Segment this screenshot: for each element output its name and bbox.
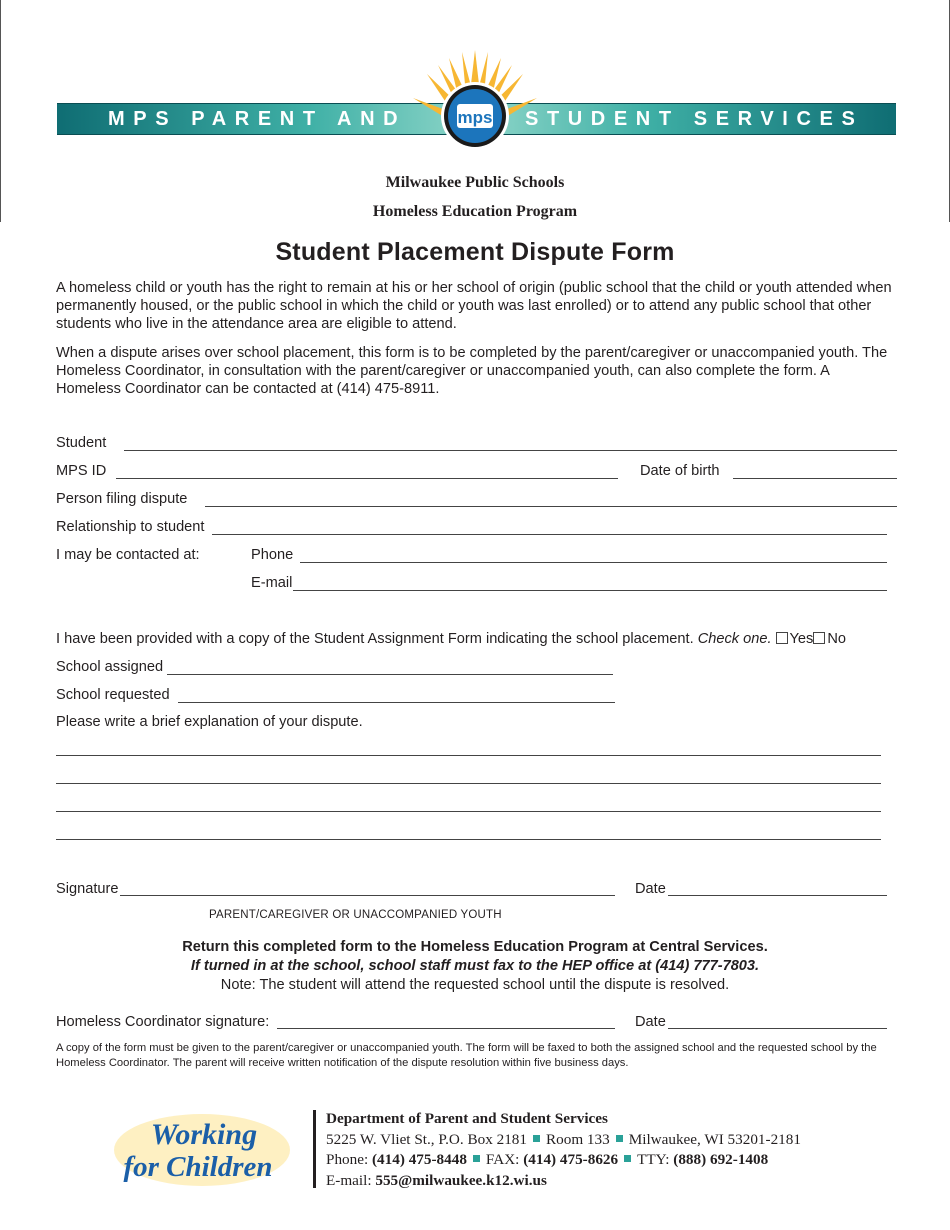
department-name: Department of Parent and Student Services xyxy=(326,1110,608,1127)
tty-caption: TTY: xyxy=(637,1151,670,1168)
dob-field[interactable] xyxy=(733,478,897,479)
student-label: Student xyxy=(56,435,107,451)
working-for-children-logo xyxy=(112,1110,292,1190)
tty-number: (888) 692-1408 xyxy=(673,1151,769,1168)
street-address: 5225 W. Vliet St., P.O. Box 2181 xyxy=(326,1130,527,1148)
signature-label: Signature xyxy=(56,881,119,897)
fax-caption: FAX: xyxy=(485,1151,520,1168)
footer-divider xyxy=(313,1110,316,1188)
school-requested-field[interactable] xyxy=(178,702,615,703)
school-requested-label: School requested xyxy=(56,687,170,703)
banner-right-text: STUDENT SERVICES xyxy=(525,108,864,130)
no-checkbox[interactable] xyxy=(813,632,825,644)
check-one-text: Check one. xyxy=(697,631,772,647)
distribution-note: A copy of the form must be given to the parent/caregiver or unaccompanied youth. The form will be faxed to both the assigned school and the requested school by the Homeless Coordinator. The parent will receive written notification of the dispute resolution within five business days. xyxy=(56,1042,877,1069)
svg-text:Working: Working xyxy=(150,1118,258,1151)
phone-field[interactable] xyxy=(300,562,887,563)
date-label: Date xyxy=(635,881,666,897)
phone-caption: Phone: xyxy=(326,1151,369,1168)
no-label: No xyxy=(827,631,846,647)
student-field[interactable] xyxy=(124,450,897,451)
separator-square-icon xyxy=(616,1135,623,1142)
coordinator-signature-label: Homeless Coordinator signature: xyxy=(56,1014,270,1030)
explanation-line[interactable] xyxy=(56,811,881,812)
separator-square-icon xyxy=(473,1155,480,1162)
yes-label: Yes xyxy=(789,631,814,647)
intro-paragraph-1: A homeless child or youth has the right to remain at his or her school of origin (public school that the child or youth attended when permanently housed, or the public school in which the child or youth was last enrolled) or to attend any public school that other students who live in the attendance area are eligible to attend. xyxy=(56,280,892,332)
instruction-line-3: Note: The student will attend the requested school until the dispute is resolved. xyxy=(220,977,730,993)
program-name: Homeless Education Program xyxy=(372,203,578,220)
phone-label: Phone xyxy=(251,547,294,563)
page-title: Student Placement Dispute Form xyxy=(275,238,675,266)
city-state-zip: Milwaukee, WI 53201-2181 xyxy=(628,1130,801,1148)
svg-text:mps: mps xyxy=(457,108,493,127)
signature-caption: PARENT/CAREGIVER OR UNACCOMPANIED YOUTH xyxy=(209,909,502,921)
svg-text:for Children: for Children xyxy=(123,1151,273,1183)
email-label: E-mail xyxy=(251,575,293,591)
sun-logo-icon xyxy=(405,48,545,158)
email-line xyxy=(326,1171,801,1192)
relationship-label: Relationship to student xyxy=(56,519,205,535)
copy-statement xyxy=(56,630,846,648)
fax-number: (414) 475-8626 xyxy=(523,1151,619,1168)
date2-label: Date xyxy=(635,1014,666,1030)
email-field[interactable] xyxy=(293,590,887,591)
school-assigned-field[interactable] xyxy=(167,674,613,675)
person-filing-label: Person filing dispute xyxy=(56,491,188,507)
org-name: Milwaukee Public Schools xyxy=(385,174,565,191)
date-field[interactable] xyxy=(668,895,887,896)
relationship-field[interactable] xyxy=(212,534,887,535)
banner-left-text: MPS PARENT AND xyxy=(108,108,407,130)
intro-paragraph-2: When a dispute arises over school placement, this form is to be completed by the parent/caregiver or unaccompanied youth. The Homeless Coordinator, in consultation with the parent/caregiver or unaccompanied youth, can also complete the form. A Homeless Coordinator can be contacted at (414) 475-8911. xyxy=(56,345,888,397)
phone-line xyxy=(326,1150,801,1171)
separator-square-icon xyxy=(624,1155,631,1162)
explanation-line[interactable] xyxy=(56,755,881,756)
date2-field[interactable] xyxy=(668,1028,887,1029)
coordinator-signature-field[interactable] xyxy=(277,1028,615,1029)
mps-id-field[interactable] xyxy=(116,478,618,479)
copy-statement-text: I have been provided with a copy of the Student Assignment Form indicating the school placement. xyxy=(56,631,694,647)
footer-contact xyxy=(326,1109,801,1191)
dob-label: Date of birth xyxy=(640,463,720,479)
instruction-line-2: If turned in at the school, school staff must fax to the HEP office at (414) 777-7803. xyxy=(190,958,760,974)
mps-id-label: MPS ID xyxy=(56,463,107,479)
phone-number: (414) 475-8448 xyxy=(372,1151,467,1168)
return-instructions xyxy=(0,938,950,995)
address-line xyxy=(326,1130,801,1151)
explanation-line[interactable] xyxy=(56,783,881,784)
explanation-line[interactable] xyxy=(56,839,881,840)
signature-field[interactable] xyxy=(120,895,615,896)
email-caption: E-mail: xyxy=(326,1171,372,1189)
email-address[interactable]: 555@milwaukee.k12.wi.us xyxy=(375,1171,547,1189)
room-number: Room 133 xyxy=(546,1130,610,1148)
separator-square-icon xyxy=(533,1135,540,1142)
contact-label: I may be contacted at: xyxy=(56,547,200,563)
instruction-line-1: Return this completed form to the Homeless Education Program at Central Services. xyxy=(182,939,768,955)
explanation-label: Please write a brief explanation of your dispute. xyxy=(56,714,363,730)
school-assigned-label: School assigned xyxy=(56,659,164,675)
yes-checkbox[interactable] xyxy=(776,632,788,644)
person-filing-field[interactable] xyxy=(205,506,897,507)
